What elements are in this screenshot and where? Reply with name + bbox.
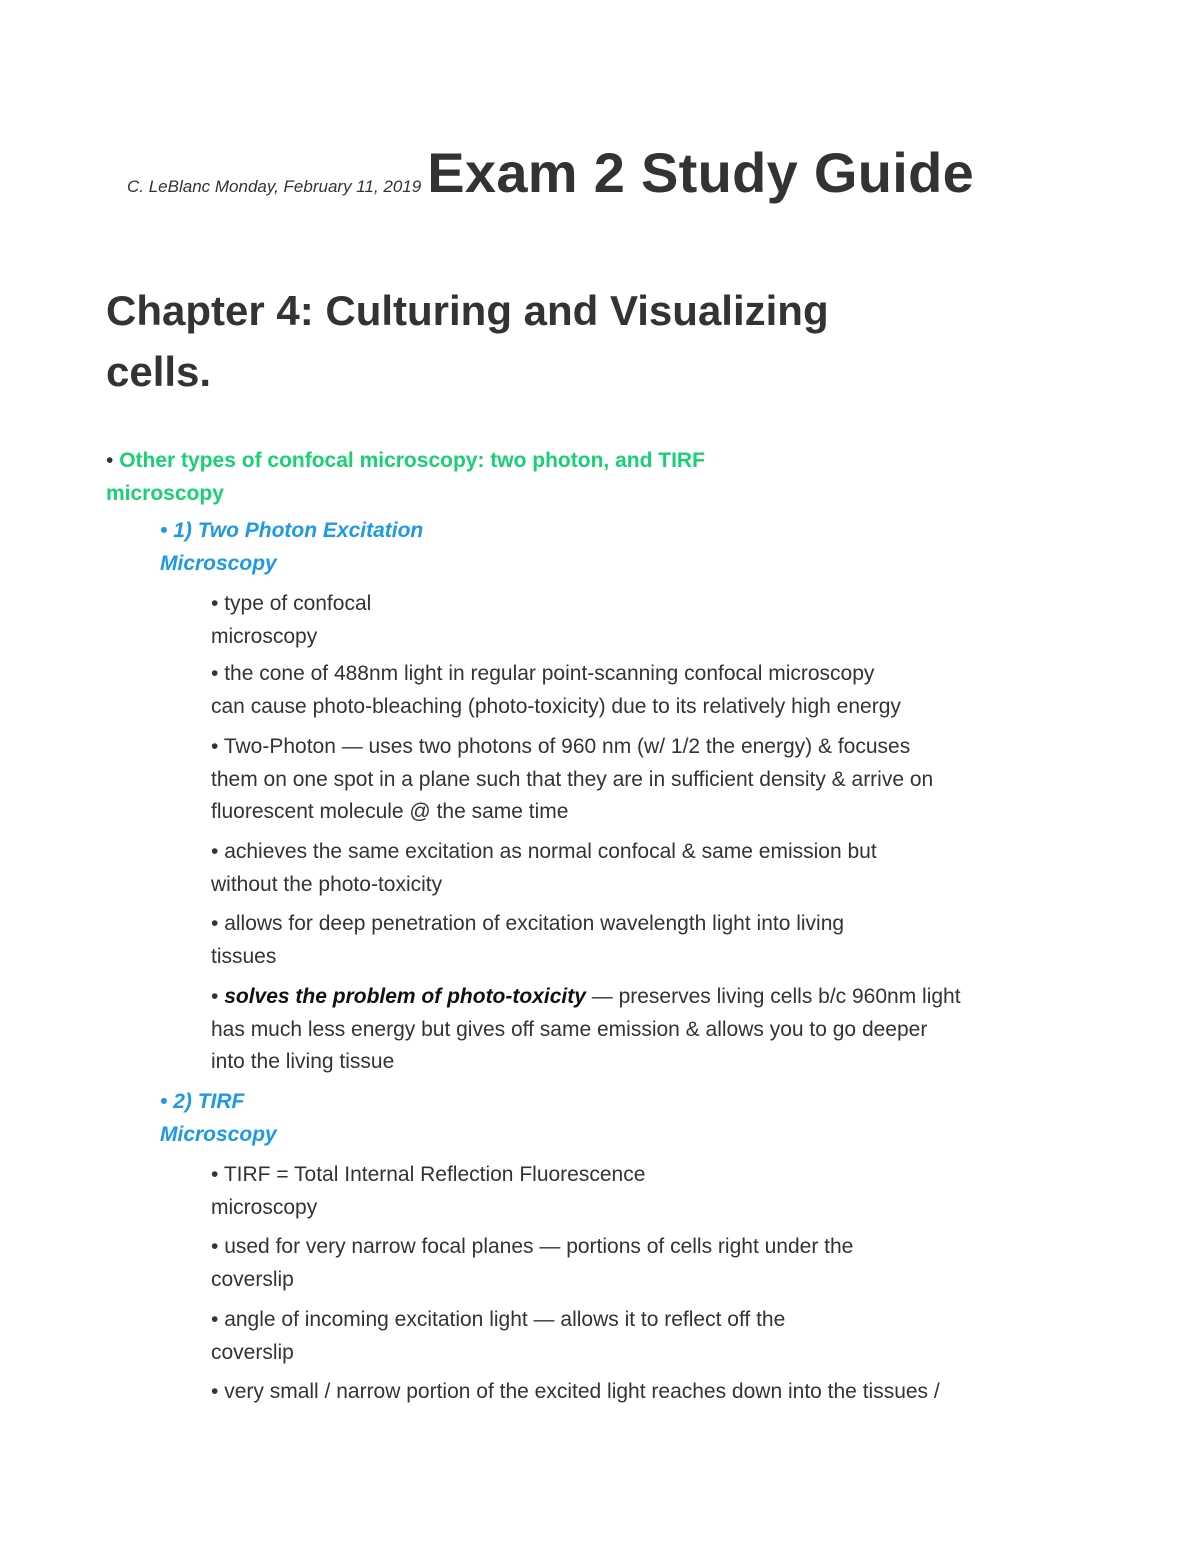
list-item-line: into the living tissue bbox=[211, 1050, 395, 1073]
list-item bbox=[211, 908, 1071, 973]
section-heading-line: Microscopy bbox=[160, 1122, 277, 1146]
list-item-line: achieves the same excitation as normal confocal & same emission but bbox=[224, 840, 877, 863]
bullet-glyph: • bbox=[211, 985, 219, 1008]
list-item bbox=[211, 836, 1071, 901]
list-item bbox=[211, 1231, 1071, 1296]
bullet-glyph: • bbox=[211, 1380, 219, 1403]
list-item-line: coverslip bbox=[211, 1340, 294, 1364]
bullet-glyph: • bbox=[211, 592, 219, 615]
list-item-line: them on one spot in a plane such that they are in sufficient density & arrive on bbox=[211, 767, 934, 791]
document-title: Exam 2 Study Guide bbox=[427, 141, 975, 204]
emphasized-text: solves the problem of photo-toxicity bbox=[224, 985, 586, 1008]
list-item bbox=[211, 731, 1071, 829]
document-header bbox=[127, 140, 974, 205]
section-heading-line: 1) Two Photon Excitation bbox=[173, 519, 424, 542]
list-item-line: used for very narrow focal planes — portions of cells right under the bbox=[224, 1235, 854, 1258]
list-item bbox=[211, 1304, 1071, 1369]
list-item-line: TIRF = Total Internal Reflection Fluorescence bbox=[223, 1163, 646, 1186]
list-item-line: very small / narrow portion of the excited light reaches down into the tissues / bbox=[224, 1380, 940, 1403]
chapter-heading-line: cells. bbox=[106, 348, 212, 395]
list-item-line: microscopy bbox=[211, 624, 318, 648]
list-item-line: has much less energy but gives off same emission & allows you to go deeper bbox=[211, 1017, 928, 1041]
section-heading-line: 2) TIRF bbox=[173, 1090, 245, 1113]
list-item bbox=[211, 658, 1071, 723]
author-date: C. LeBlanc Monday, February 11, 2019 bbox=[127, 177, 422, 196]
bullet-glyph: • bbox=[211, 662, 219, 685]
section-heading-line: Microscopy bbox=[160, 551, 277, 575]
bullet-glyph: • bbox=[211, 840, 219, 863]
bullet-glyph: • bbox=[211, 735, 219, 758]
list-item-line: allows for deep penetration of excitation wavelength light into living bbox=[224, 912, 845, 935]
topic-line: Other types of confocal microscopy: two photon, and TIRF bbox=[119, 449, 705, 472]
list-item-emphasis bbox=[211, 981, 1071, 1079]
bullet-glyph: • bbox=[211, 1235, 219, 1258]
list-item-line: angle of incoming excitation light — allows it to reflect off the bbox=[224, 1308, 786, 1331]
chapter-heading bbox=[106, 280, 906, 402]
topic-bullet bbox=[106, 445, 826, 510]
list-item-line: Two-Photon — uses two photons of 960 nm (w/ 1/2 the energy) & focuses bbox=[223, 735, 911, 758]
list-item bbox=[211, 588, 1071, 653]
bullet-glyph: • bbox=[211, 912, 219, 935]
list-item bbox=[211, 1159, 1071, 1224]
bullet-glyph: • bbox=[106, 449, 114, 472]
bullet-glyph: • bbox=[160, 519, 168, 542]
bullet-glyph: • bbox=[211, 1163, 219, 1186]
list-item-line: can cause photo-bleaching (photo-toxicity) due to its relatively high energy bbox=[211, 694, 901, 718]
list-item-line: microscopy bbox=[211, 1195, 318, 1219]
list-item-line: fluorescent molecule @ the same time bbox=[211, 800, 569, 823]
list-item-line: coverslip bbox=[211, 1267, 294, 1291]
topic-line: microscopy bbox=[106, 481, 224, 505]
list-item-line: without the photo-toxicity bbox=[211, 872, 443, 896]
section-heading-tirf bbox=[160, 1086, 277, 1151]
bullet-glyph: • bbox=[160, 1090, 168, 1113]
bullet-glyph: • bbox=[211, 1308, 219, 1331]
list-item bbox=[211, 1376, 1071, 1409]
list-item-line: the cone of 488nm light in regular point-scanning confocal microscopy bbox=[224, 662, 875, 685]
list-item-line: tissues bbox=[211, 944, 277, 968]
list-item-line: type of confocal bbox=[224, 592, 372, 615]
section-heading-two-photon bbox=[160, 515, 423, 580]
list-item-line: — preserves living cells b/c 960nm light bbox=[585, 985, 961, 1008]
chapter-heading-line: Chapter 4: Culturing and Visualizing bbox=[106, 287, 829, 334]
